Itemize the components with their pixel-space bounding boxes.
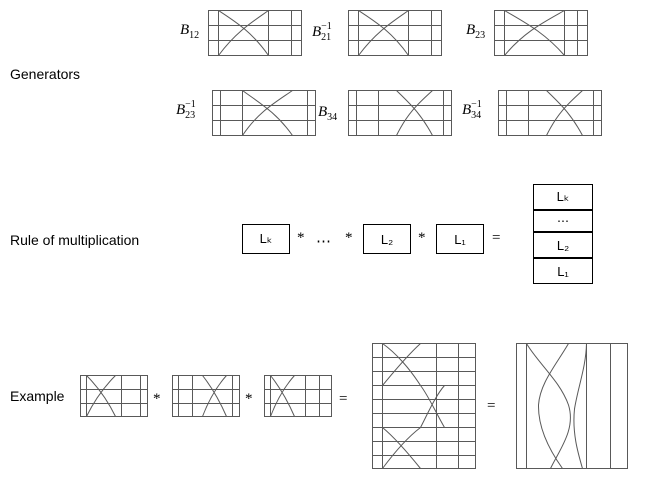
factor-box-Lk [242,224,290,254]
example-row-label: Example [10,388,65,404]
example-operator-1: * [153,391,161,407]
result-stack-box-ellipsis-text: ⋯ [557,214,569,228]
braid-diagram-B12 [208,10,302,56]
braid-diagram-B23 [494,10,588,56]
example-stacked-result-braid [372,343,476,469]
example-factor-1-braid [80,375,148,417]
example-factor-2-braid [172,375,240,417]
multiplication-operator-2: * [345,230,353,246]
example-operator-2: * [245,391,253,407]
generator-label-B23-inverse: B−1 23 [176,99,196,121]
factor-box-L1 [436,224,484,254]
generator-label-B34-inverse: B−1 34 [462,99,482,121]
factor-box-L2-text: L₂ [380,231,394,247]
result-stack-box-Lk-text: Lₖ [556,189,570,204]
result-stack-box-L2-text: L₂ [556,237,570,253]
generator-label-B12: $B_{12}$ [180,22,200,41]
multiplication-equals: = [492,230,501,246]
multiplication-operator-3: * [418,230,426,246]
generator-label-B34: $B_{34}$ [318,104,338,123]
factor-box-L2 [363,224,411,254]
result-stack-box-Lk [533,184,593,210]
example-factor-3-braid [264,375,332,417]
multiplication-operator-1: * [297,230,305,246]
result-stack-box-L1-text: L₁ [557,263,569,279]
generator-label-B21-inverse: B−1 21 [312,21,332,43]
braid-diagram-B34 [348,90,452,136]
braid-diagram-B23-inverse [212,90,316,136]
example-final-result-braid [516,343,628,469]
factor-ellipsis: ⋯ [316,233,331,250]
result-stack-box-L1 [533,258,593,284]
generators-row-label: Generators [10,66,81,82]
example-equals-1: = [339,391,348,407]
factor-box-L1-text: L₁ [454,231,466,247]
braid-diagram-B21-inverse [348,10,442,56]
generator-label-B23: $B_{23}$ [466,22,486,41]
example-equals-2: = [487,398,496,414]
result-stack-box-ellipsis [533,210,593,232]
factor-box-Lk-text: Lₖ [259,231,273,246]
multiplication-row-label: Rule of multiplication [10,232,140,248]
result-stack-box-L2 [533,232,593,258]
braid-diagram-B34-inverse [498,90,602,136]
